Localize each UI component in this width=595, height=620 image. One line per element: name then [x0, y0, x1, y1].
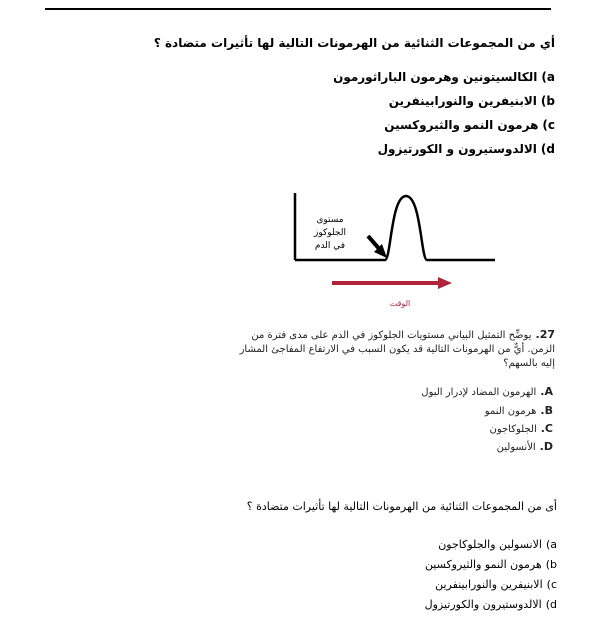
q2-option-letter: a): [545, 538, 557, 551]
q2-option-text: الانسولين والجلوكاجون: [438, 538, 542, 551]
y-axis-label-3: في الدم: [314, 241, 346, 251]
q2-option-d[interactable]: [425, 598, 557, 611]
q2-option-letter: d): [545, 598, 557, 611]
top-rule: [45, 8, 551, 10]
q2-option-letter: b): [545, 558, 557, 571]
q2-option-b[interactable]: [425, 558, 557, 571]
q27-stem: [225, 328, 555, 371]
q2-option-letter: c): [546, 578, 557, 591]
q1-option-text: الكالسيتونين وهرمون الباراثورمون: [333, 70, 538, 84]
q1-option-letter: b): [540, 94, 555, 108]
time-arrow-head: [438, 277, 452, 289]
q1-option-text: الابنيفرين والنورابينفرين: [388, 94, 537, 108]
q27-text: يوضِّح التمثيل البياني مستويات الجلوكوز في الدم على مدى فترة من الزمن. أيٌّ من الهرمونات التالية قد يكون السبب في الارتفاع المفاجئ المشار إليه بالسهم؟: [239, 330, 555, 369]
q1-option-a[interactable]: [333, 70, 555, 84]
q27-option-text: هرمون النمو: [484, 406, 537, 417]
q1-option-text: الالدوستيرون و الكورتيزول: [377, 142, 537, 156]
q27-option-c[interactable]: [489, 422, 553, 435]
y-axis-label-1: مستوى: [316, 215, 344, 225]
q2-option-text: الابنيفرين والنورابينفرين: [435, 578, 543, 591]
q1-option-b[interactable]: [389, 94, 555, 108]
q27-option-letter: C.: [540, 422, 553, 435]
q1-option-letter: d): [540, 142, 555, 156]
q27-option-b[interactable]: [485, 404, 553, 417]
q2-option-a[interactable]: [438, 538, 557, 551]
q27-option-text: الجلوكاجون: [489, 424, 537, 435]
q1-option-letter: c): [542, 118, 555, 132]
q2-title: أى من المجموعات الثنائية من الهرمونات التالية لها تأثيرات متضادة ؟: [246, 500, 557, 513]
q2-option-text: هرمون النمو والثيروكسين: [424, 558, 542, 571]
y-axis-label-2: الجلوكوز: [314, 228, 346, 238]
q27-option-a[interactable]: [421, 385, 553, 398]
q1-title: أي من المجموعات الثنائية من الهرمونات التالية لها تأثيرات متضادة ؟: [153, 36, 555, 50]
x-axis-label: الوقت: [389, 299, 411, 308]
q2-option-c[interactable]: [435, 578, 557, 591]
q27-option-text: الأنسولين: [496, 442, 536, 453]
time-arrow-shaft: [332, 281, 440, 285]
q27-option-text: الهرمون المضاد لإدرار البول: [421, 387, 537, 398]
q27-number: 27.: [535, 328, 555, 341]
q27-option-letter: B.: [540, 404, 553, 417]
q1-option-d[interactable]: [378, 142, 555, 156]
q1-option-c[interactable]: [384, 118, 555, 132]
q27-option-d[interactable]: [497, 440, 553, 453]
q27-option-letter: A.: [540, 385, 553, 398]
q27-option-letter: D.: [539, 440, 553, 453]
q2-option-text: الالدوستيرون والكورتيزول: [424, 598, 542, 611]
q1-option-letter: a): [541, 70, 555, 84]
q1-option-text: هرمون النمو والثيروكسين: [384, 118, 539, 132]
glucose-graph: [290, 188, 520, 313]
